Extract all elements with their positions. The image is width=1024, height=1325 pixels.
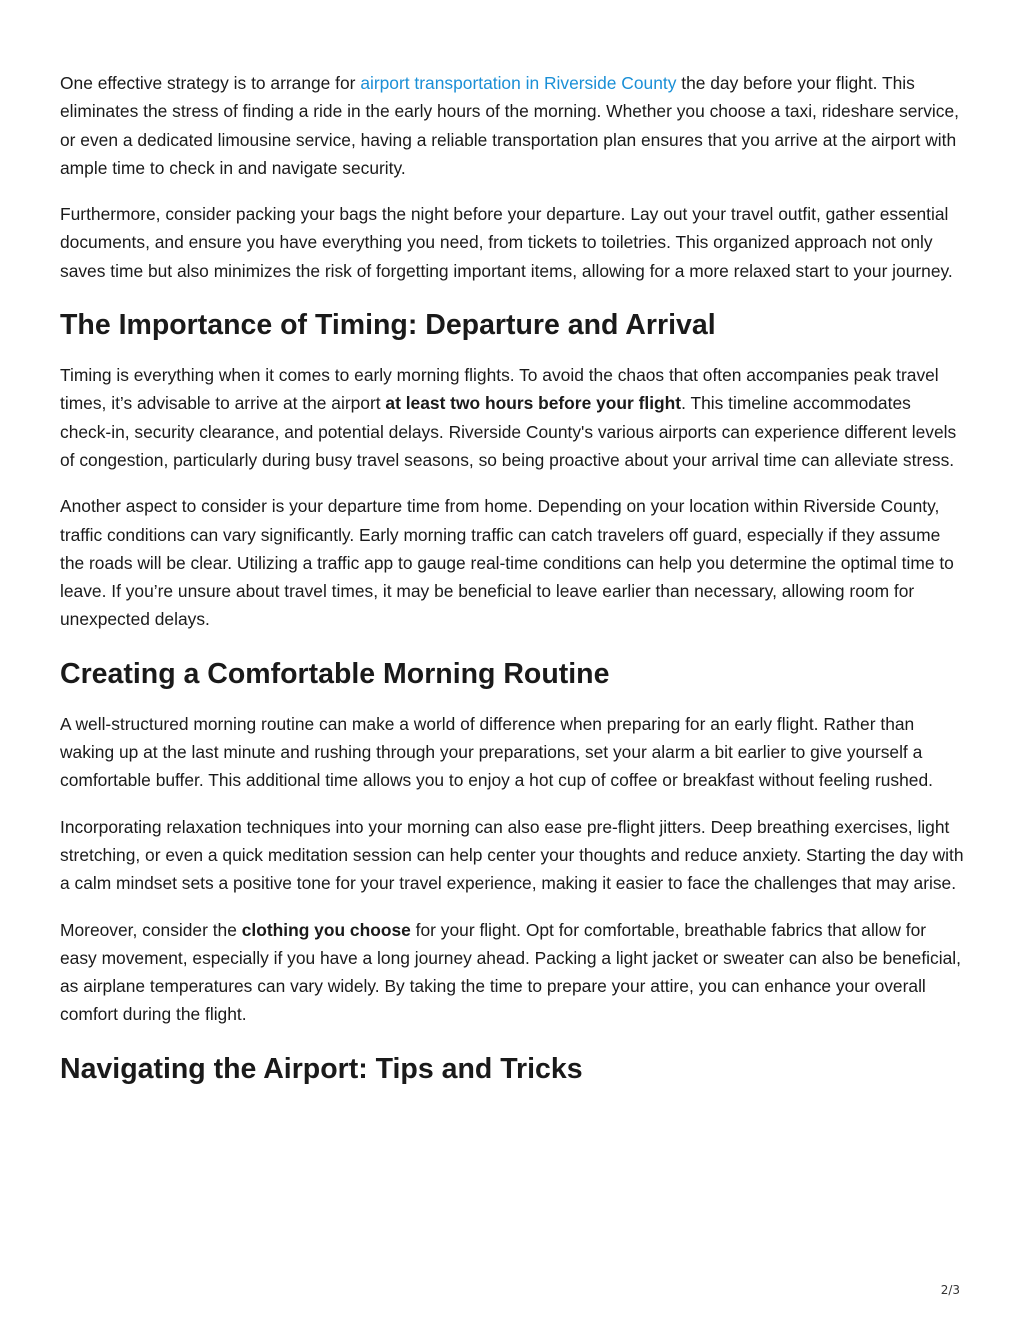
paragraph-transportation (60, 69, 966, 182)
paragraph-clothing (60, 916, 966, 1029)
heading-timing: The Importance of Timing: Departure and Arrival (60, 309, 716, 342)
paragraph-arrival-time (60, 361, 966, 474)
heading-routine: Creating a Comfortable Morning Routine (60, 657, 610, 690)
heading-airport: Navigating the Airport: Tips and Tricks (60, 1052, 583, 1085)
paragraph-packing: Furthermore, consider packing your bags the night before your departure. Lay out your travel outfit, gather essential documents, and ensure you have everything you need, from tickets to toiletries. This organized approach not only saves time but also minimizes the risk of forgetting important items, allowing for a more relaxed start to your journey. (60, 204, 953, 281)
paragraph-text: One effective strategy is to arrange for (60, 73, 361, 93)
paragraph-relaxation: Incorporating relaxation techniques into your morning can also ease pre-flight jitters. Deep breathing exercises, light stretching, or even a quick meditation session can help center your thoughts and reduce anxiety. Starting the day with a calm mindset sets a positive tone for your travel experience, making it easier to face the challenges that may arise. (60, 816, 964, 894)
airport-transportation-link[interactable]: airport transportation in Riverside County (360, 73, 677, 93)
bold-text: clothing you choose (241, 919, 411, 940)
paragraph-text: Timing is everything when it comes to early morning flights. To avoid the chaos that often accompanies peak travel times, it’s advisable to arrive at the airport (60, 365, 939, 414)
document-page (60, 69, 966, 1105)
paragraph-text: the day before your flight. This eliminates the stress of finding a ride in the early hours of the morning. Whether you choose a taxi, rideshare service, or even a dedicated limousine service, having a reliable transportation plan ensures that you arrive at the airport with ample time to check in and navigate security. (60, 73, 959, 178)
bold-text: at least two hours before your flight (385, 393, 682, 414)
paragraph-text: . This timeline accommodates check-in, security clearance, and potential delays. Riverside County's various airports can experience different levels of congestion, particularly during busy travel seasons, so being proactive about your arrival time can alleviate stress. (60, 393, 957, 470)
paragraph-morning-routine: A well-structured morning routine can make a world of difference when preparing for an early flight. Rather than waking up at the last minute and rushing through your preparations, set your alarm a bit earlier to give yourself a comfortable buffer. This additional time allows you to enjoy a hot cup of coffee or breakfast without feeling rushed. (60, 713, 933, 791)
page-number: 2/3 (940, 1283, 960, 1297)
paragraph-text: Moreover, consider the (60, 919, 242, 940)
paragraph-text: for your flight. Opt for comfortable, breathable fabrics that allow for easy movement, especially if you have a long journey ahead. Packing a light jacket or sweater can also be beneficial, as airplane temperatures can vary widely. By taking the time to prepare your attire, you can enhance your overall comfort during the flight. (60, 919, 961, 1025)
paragraph-departure-home: Another aspect to consider is your departure time from home. Depending on your location within Riverside County, traffic conditions can vary significantly. Early morning traffic can catch travelers off guard, especially if they assume the roads will be clear. Utilizing a traffic app to gauge real-time conditions can help you determine the optimal time to leave. If you’re unsure about travel times, it may be beneficial to leave earlier than necessary, allowing room for unexpected delays. (60, 496, 954, 630)
